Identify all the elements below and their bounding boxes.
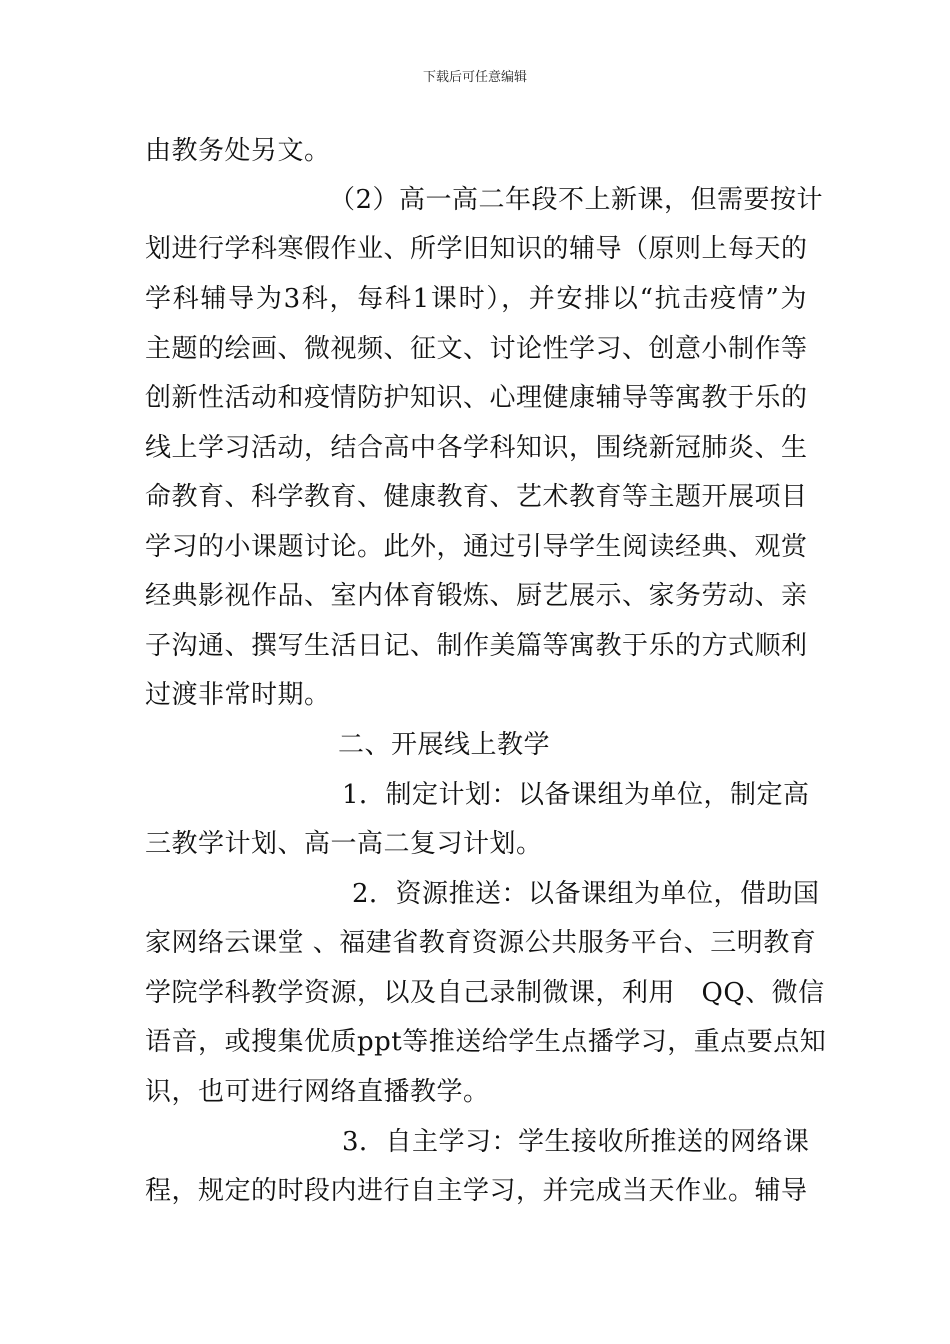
text-line: 过渡非常时期。 [145,680,331,710]
text-line: 主题的绘画、微视频、征文、讨论性学习、创意小制作等 [145,334,808,364]
text-line: 语音，或搜集优质ppt等推送给学生点播学习，重点要点知 [145,1027,827,1057]
text-line: 由教务处另文。 [145,136,331,166]
text-line: 学科辅导为3科，每科1课时），并安排以“抗击疫情”为 [145,284,807,314]
text-line: 1．制定计划：以备课组为单位，制定高 [342,780,810,810]
text-line: 学习的小课题讨论。此外，通过引导学生阅读经典、观赏 [145,532,808,562]
text-line: 学院学科教学资源，以及自己录制微课，利用 QQ、微信 [145,978,825,1008]
text-line: 子沟通、撰写生活日记、制作美篇等寓教于乐的方式顺利 [145,631,808,661]
text-line: 线上学习活动，结合高中各学科知识，围绕新冠肺炎、生 [145,433,808,463]
text-line: 划进行学科寒假作业、所学旧知识的辅导（原则上每天的 [145,234,808,264]
text-line: 经典影视作品、室内体育锻炼、厨艺展示、家务劳动、亲 [145,581,808,611]
text-line: 识，也可进行网络直播教学。 [145,1077,490,1107]
header-note: 下载后可任意编辑 [422,70,527,85]
text-line: 3．自主学习：学生接收所推送的网络课 [342,1127,810,1157]
text-line: （2）高一高二年段不上新课，但需要按计 [329,185,824,215]
text-line: 家网络云课堂 、福建省教育资源公共服务平台、三明教育 [145,928,817,958]
section-heading: 二、开展线上教学 [338,730,551,760]
text-line: 三教学计划、高一高二复习计划。 [145,829,543,859]
text-line: 命教育、科学教育、健康教育、艺术教育等主题开展项目 [145,482,808,512]
text-line: 程，规定的时段内进行自主学习，并完成当天作业。辅导 [145,1176,808,1206]
text-line: 2．资源推送：以备课组为单位，借助国 [352,879,820,909]
text-line: 创新性活动和疫情防护知识、心理健康辅导等寓教于乐的 [145,383,808,413]
